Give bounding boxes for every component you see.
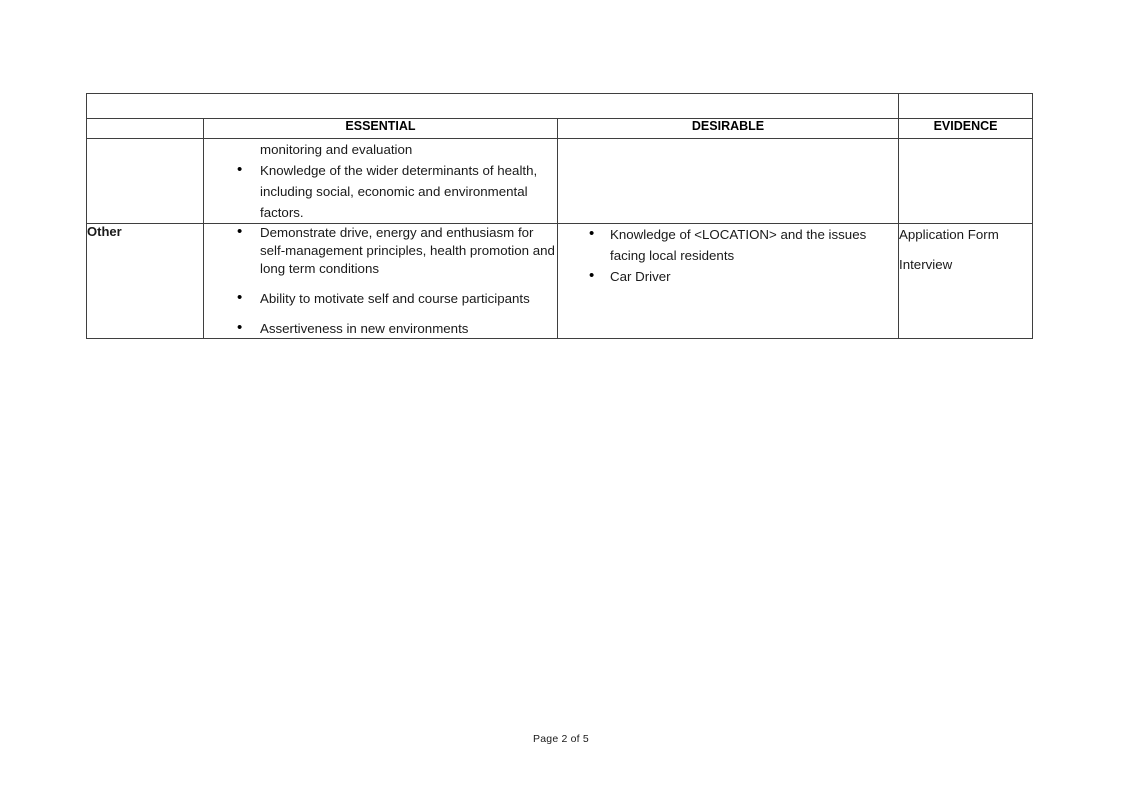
title-row-spacer-cell <box>899 94 1033 119</box>
list-item: • Demonstrate drive, energy and enthusiasm for self-management principles, health promotion and long term conditions <box>204 224 557 278</box>
list-item: • Knowledge of the wider determinants of health, including social, economic and environmental factors. <box>204 160 557 223</box>
table-row <box>87 224 1033 339</box>
column-header-evidence: EVIDENCE <box>899 119 1033 139</box>
row-desirable-cell <box>558 224 899 339</box>
page-footer: Page 2 of 5 <box>533 733 589 745</box>
evidence-line: Application Form <box>899 227 999 242</box>
essential-bullet-list <box>204 160 557 223</box>
column-header-desirable: DESIRABLE <box>558 119 899 139</box>
evidence-line: Interview <box>899 257 953 272</box>
row-desirable-cell <box>558 139 899 224</box>
document-title: Person Specification: Wellbeing Facilitator – <COMPANY> <box>87 94 899 119</box>
list-item: • Ability to motivate self and course participants <box>204 290 557 308</box>
row-category-label <box>87 139 204 224</box>
list-item: • Knowledge of <LOCATION> and the issues facing local residents <box>558 224 898 266</box>
row-essential-cell <box>204 224 558 339</box>
essential-bullet-list <box>204 224 557 338</box>
list-item: • Car Driver <box>558 266 898 287</box>
desirable-bullet-list <box>558 224 898 287</box>
row-evidence-cell <box>899 224 1033 339</box>
column-header-essential: ESSENTIAL <box>204 119 558 139</box>
table-title-row <box>87 94 1033 119</box>
person-specification-table <box>86 93 1033 339</box>
essential-continuation-line: monitoring and evaluation <box>260 142 413 157</box>
row-category-label: Other <box>87 224 204 339</box>
row-evidence-cell <box>899 139 1033 224</box>
list-item: • Assertiveness in new environments <box>204 320 557 338</box>
table-row <box>87 139 1033 224</box>
table-column-header-row <box>87 119 1033 139</box>
row-essential-cell <box>204 139 558 224</box>
column-header-category <box>87 119 204 139</box>
